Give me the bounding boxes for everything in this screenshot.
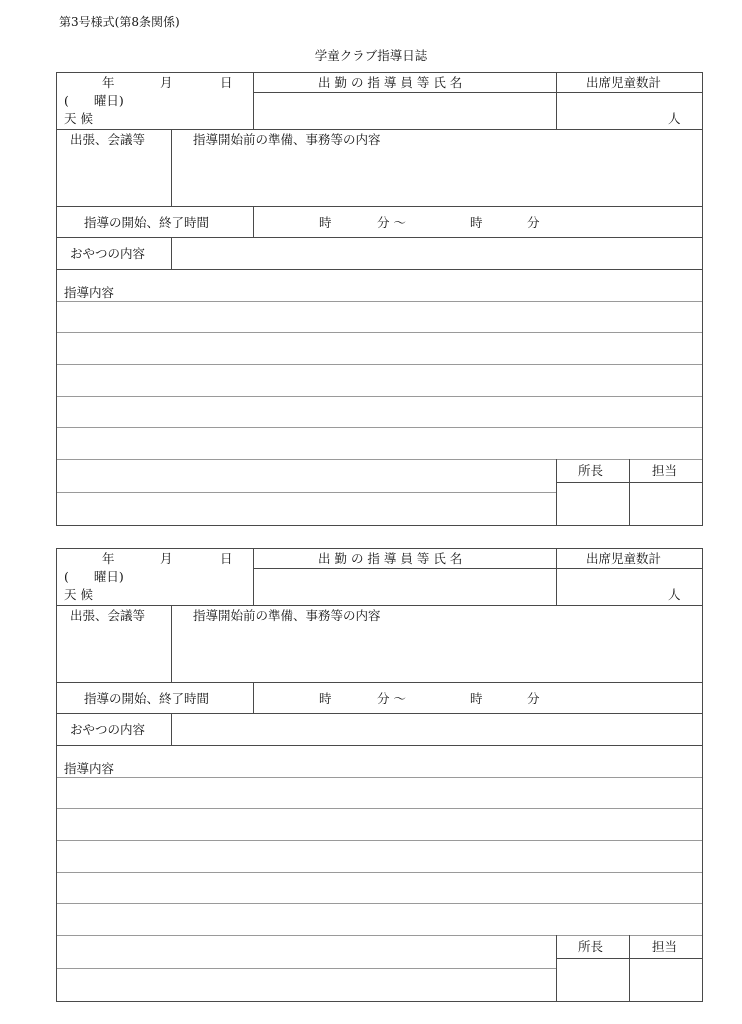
business-trip-label: 出張、会議等 [70, 608, 146, 623]
snack-label: おやつの内容 [70, 722, 146, 737]
form-number-label: 第3号様式(第8条関係) [59, 15, 180, 29]
attendance-header: 出席児童数計 [586, 75, 662, 90]
start-hour-label: 時 [319, 691, 332, 706]
guidance-label: 指導内容 [64, 285, 115, 300]
end-hour-label: 時 [470, 215, 483, 230]
end-hour-label: 時 [470, 691, 483, 706]
year-label: 年 [102, 75, 115, 90]
prep-label: 指導開始前の準備、事務等の内容 [193, 132, 381, 147]
daily-log-form [56, 72, 703, 526]
guidance-label: 指導内容 [64, 761, 115, 776]
month-label: 月 [160, 75, 173, 90]
director-label: 所長 [578, 463, 604, 478]
start-minute-label: 分 〜 [377, 215, 406, 230]
business-trip-label: 出張、会議等 [70, 132, 146, 147]
weather-label: 天 候 [64, 587, 93, 602]
attendance-unit: 人 [668, 587, 681, 602]
staff-names-header: 出 勤 の 指 導 員 等 氏 名 [318, 551, 463, 566]
weather-label: 天 候 [64, 111, 93, 126]
weekday-label: ( 曜日) [64, 569, 124, 584]
time-label: 指導の開始、終了時間 [84, 691, 210, 706]
time-label: 指導の開始、終了時間 [84, 215, 210, 230]
month-label: 月 [160, 551, 173, 566]
document-title: 学童クラブ指導日誌 [314, 48, 428, 63]
start-minute-label: 分 〜 [377, 691, 406, 706]
start-hour-label: 時 [319, 215, 332, 230]
end-minute-label: 分 [527, 691, 540, 706]
person-in-charge-label: 担当 [652, 463, 678, 478]
attendance-header: 出席児童数計 [586, 551, 662, 566]
weekday-label: ( 曜日) [64, 93, 124, 108]
end-minute-label: 分 [527, 215, 540, 230]
person-in-charge-label: 担当 [652, 939, 678, 954]
snack-label: おやつの内容 [70, 246, 146, 261]
day-label: 日 [220, 75, 233, 90]
staff-names-header: 出 勤 の 指 導 員 等 氏 名 [318, 75, 463, 90]
director-label: 所長 [578, 939, 604, 954]
prep-label: 指導開始前の準備、事務等の内容 [193, 608, 381, 623]
year-label: 年 [102, 551, 115, 566]
daily-log-form [56, 548, 703, 1002]
day-label: 日 [220, 551, 233, 566]
attendance-unit: 人 [668, 111, 681, 126]
